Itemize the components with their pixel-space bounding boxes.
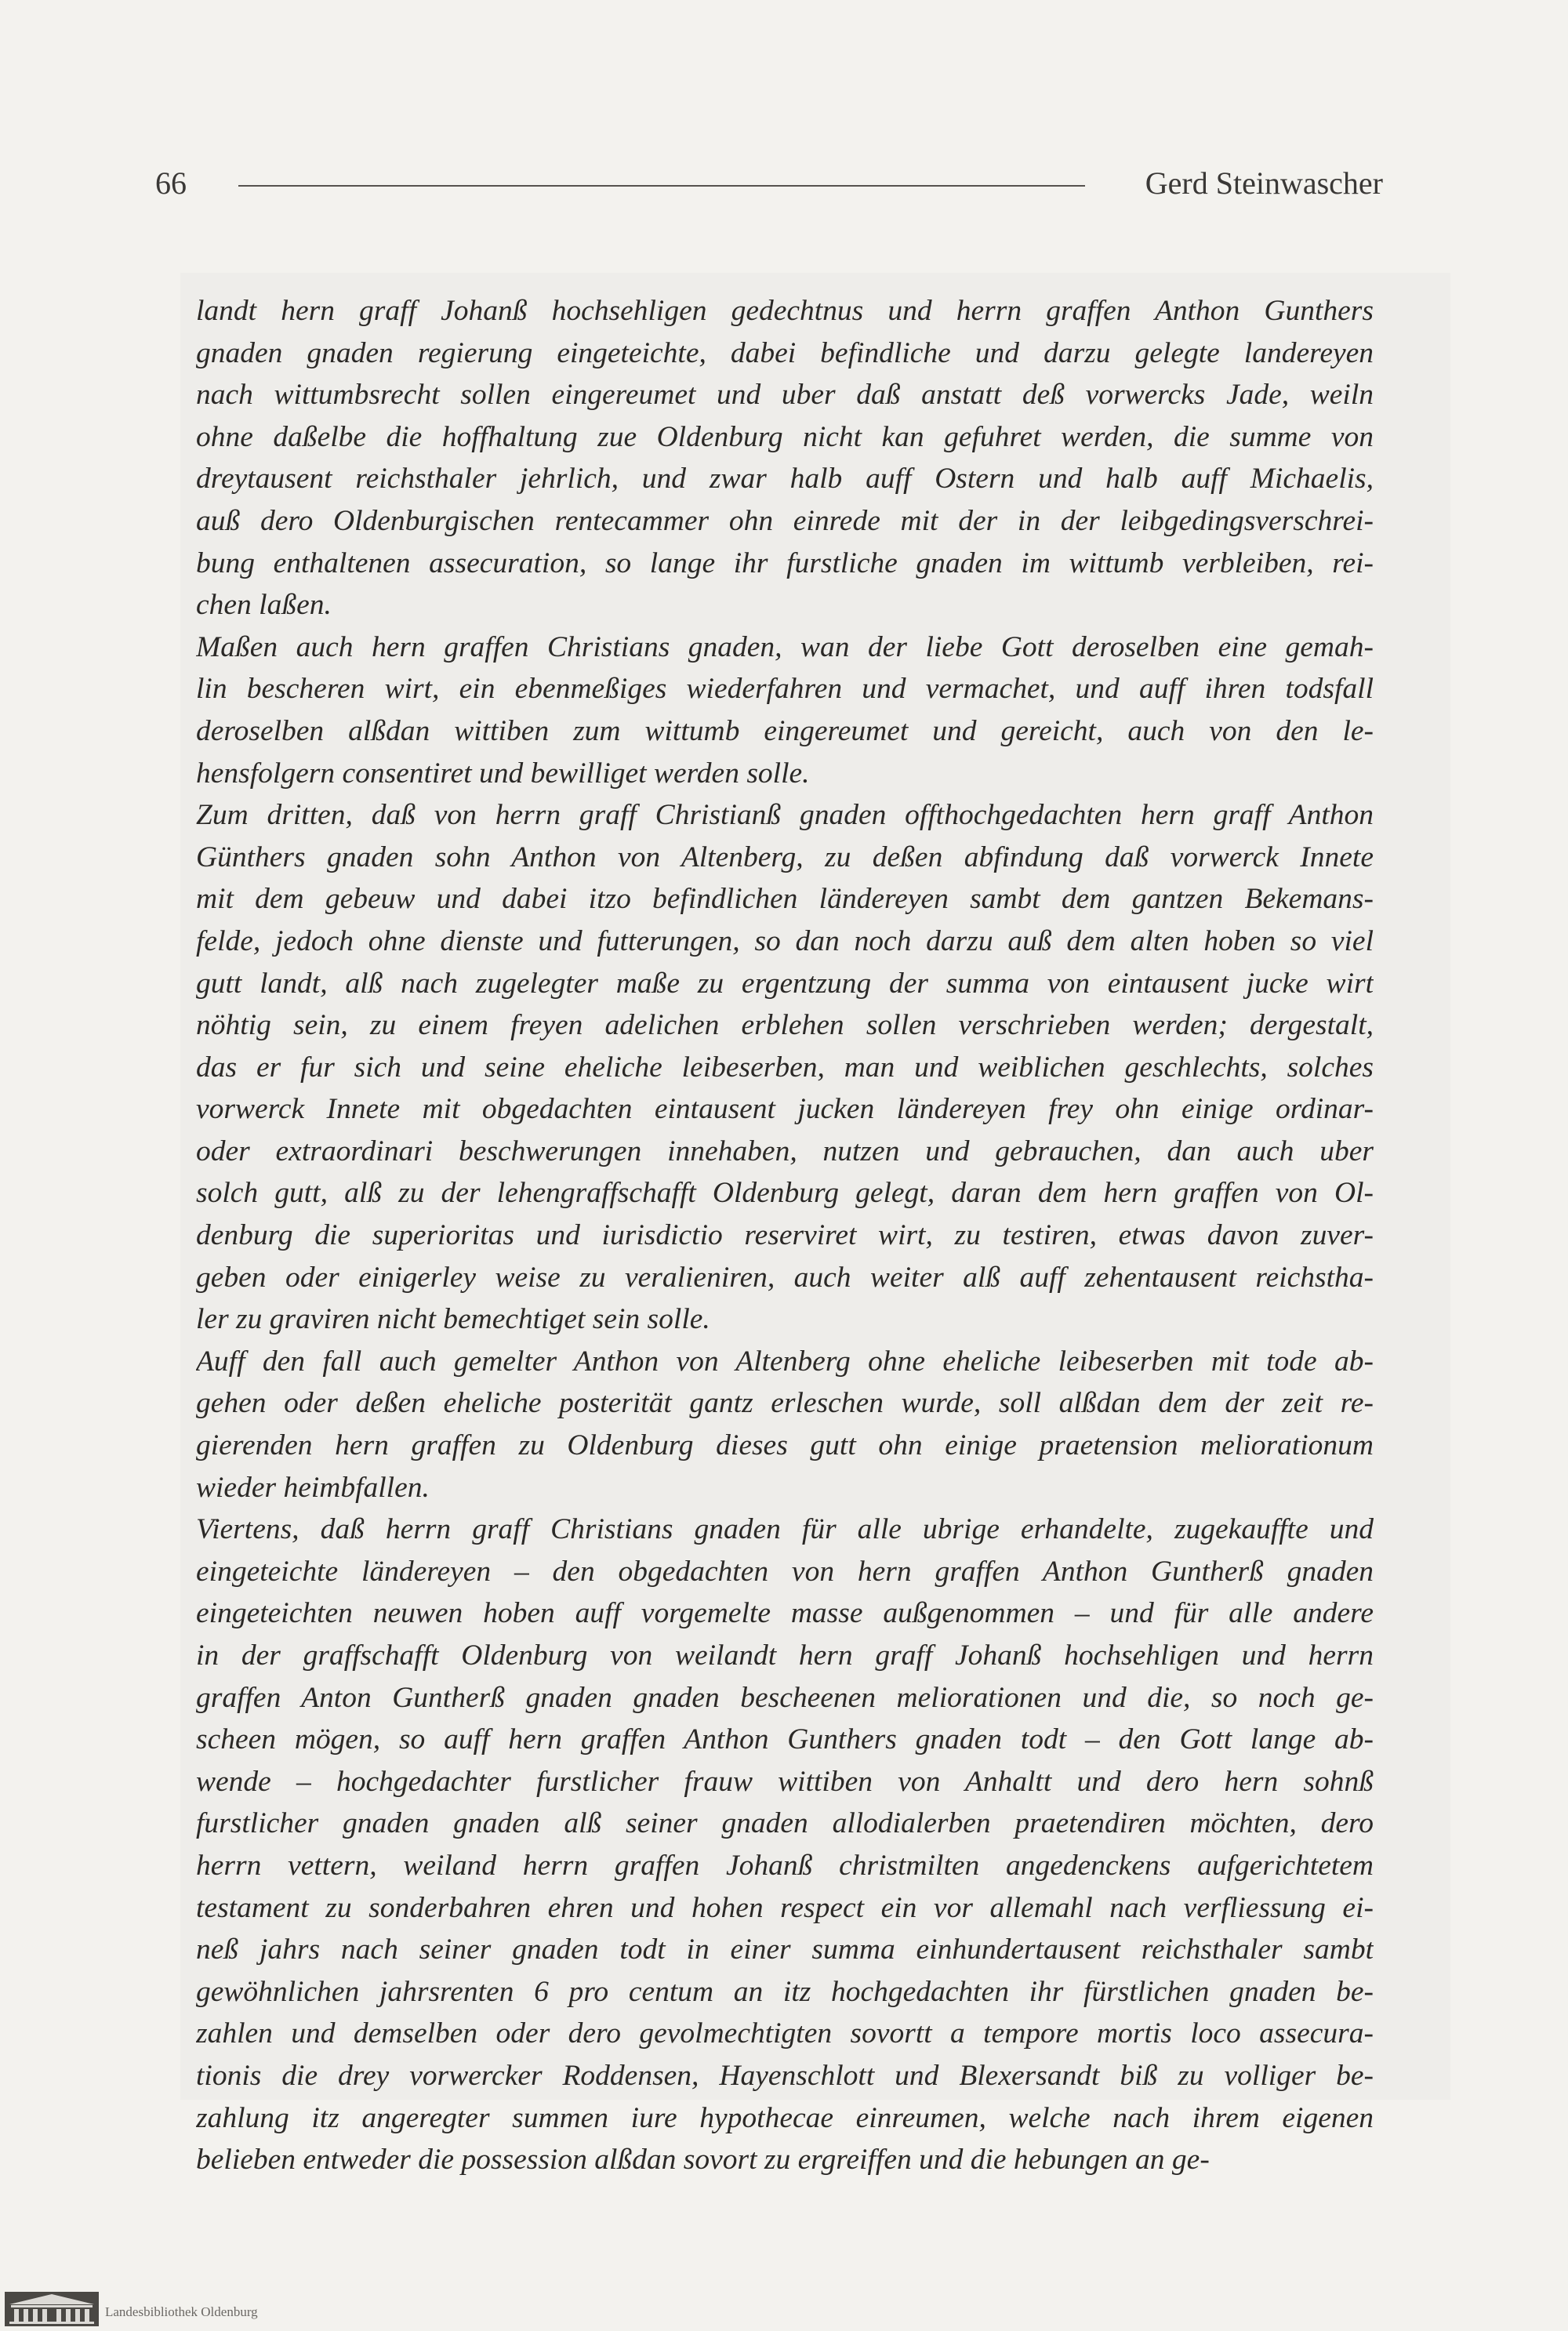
text-line: geben oder einigerley weise zu veralieniren, auch weiter alß auff zehentausent reichstha- [196, 1261, 1374, 1294]
text-line: nach wittumbsrecht sollen eingereumet und uber daß anstatt deß vorwercks Jade, weiln [196, 379, 1374, 412]
text-line: landt hern graff Johanß hochsehligen gedechtnus und herrn graffen Anthon Gunthers [196, 295, 1374, 327]
text-line: neß jahrs nach seiner gnaden todt in einer summa einhundertausent reichsthaler sambt [196, 1933, 1374, 1966]
text-line: graffen Anton Guntherß gnaden gnaden bescheenen meliorationen und die, so noch ge- [196, 1681, 1374, 1714]
text-line: eingeteichte ländereyen – den obgedachten von hern graffen Anthon Guntherß gnaden [196, 1555, 1374, 1588]
text-line: gierenden hern graffen zu Oldenburg dieses gutt ohn einige praetension meliorationum [196, 1429, 1374, 1462]
text-line: oder extraordinari beschwerungen innehaben, nutzen und gebrauchen, dan auch uber [196, 1135, 1374, 1167]
text-line: nöhtig sein, zu einem freyen adelichen erblehen sollen verschrieben werden; dergestalt, [196, 1009, 1374, 1042]
running-header [155, 154, 1383, 209]
text-line: hensfolgern consentiret und bewilliget werden solle. [196, 757, 810, 790]
running-header-author: Gerd Steinwascher [1145, 165, 1383, 201]
library-building-icon [5, 2292, 99, 2326]
text-line: wieder heimbfallen. [196, 1471, 430, 1504]
text-line: lin bescheren wirt, ein ebenmeßiges wiederfahren und vermachet, und auff ihren todsfall [196, 673, 1374, 706]
text-line: denburg die superioritas und iurisdictio reserviret wirt, zu testiren, etwas davon zuver- [196, 1219, 1374, 1252]
text-line: Günthers gnaden sohn Anthon von Altenberg, zu deßen abfindung daß vorwerck Innete [196, 841, 1374, 873]
text-line: wende – hochgedachter furstlicher frauw wittiben von Anhaltt und dero hern sohnß [196, 1765, 1374, 1798]
text-line: Viertens, daß herrn graff Christians gnaden für alle ubrige erhandelte, zugekauffte und [196, 1513, 1374, 1546]
text-line: felde, jedoch ohne dienste und futterungen, so dan noch darzu auß dem alten hoben so viel [196, 924, 1374, 957]
text-line: chen laßen. [196, 589, 332, 622]
text-line: gutt landt, alß nach zugelegter maße zu ergentzung der summa von eintausent jucke wirt [196, 967, 1374, 1000]
text-line: deroselben alßdan wittiben zum wittumb eingereumet und gereicht, auch von den le- [196, 714, 1374, 747]
text-line: auß dero Oldenburgischen rentecammer ohn einrede mit der in der leibgedingsverschrei- [196, 504, 1374, 537]
text-line: belieben entweder die possession alßdan sovort zu ergreiffen und die hebungen an ge- [196, 2144, 1210, 2177]
text-line: gewöhnlichen jahrsrenten 6 pro centum an itz hochgedachten ihr fürstlichen gnaden be- [196, 1975, 1374, 2008]
text-line: vorwerck Innete mit obgedachten eintausent jucken ländereyen frey ohn einige ordinar- [196, 1093, 1374, 1126]
text-line: gehen oder deßen eheliche posterität gantz erleschen wurde, soll alßdan dem der zeit re- [196, 1387, 1374, 1420]
text-line: in der graffschafft Oldenburg von weilandt hern graff Johanß hochsehligen und herrn [196, 1639, 1374, 1672]
text-line: Maßen auch hern graffen Christians gnaden, wan der liebe Gott deroselben eine gemah- [196, 630, 1374, 663]
text-line: scheen mögen, so auff hern graffen Anthon Gunthers gnaden todt – den Gott lange ab- [196, 1723, 1374, 1756]
text-line: zahlung itz angeregter summen iure hypothecae einreumen, welche nach ihrem eigenen [196, 2101, 1374, 2134]
text-line: herrn vettern, weiland herrn graffen Johanß christmilten angedenckens aufgerichtetem [196, 1849, 1374, 1882]
text-line: bung enthaltenen assecuration, so lange ihr furstliche gnaden im wittumb verbleiben, rei- [196, 546, 1374, 579]
text-line: ohne daßelbe die hoffhaltung zue Oldenburg nicht kan gefuhret werden, die summe von [196, 420, 1374, 453]
quoted-document-block [180, 273, 1450, 2177]
text-line: ler zu graviren nicht bemechtiget sein solle. [196, 1303, 710, 1336]
text-line: Auff den fall auch gemelter Anthon von Altenberg ohne eheliche leibeserben mit tode ab- [196, 1345, 1374, 1378]
header-rule [238, 185, 1085, 187]
library-name: Landesbibliothek Oldenburg [105, 2304, 258, 2319]
text-line: Zum dritten, daß von herrn graff Christianß gnaden offthochgedachten hern graff Anthon [196, 799, 1374, 832]
text-line: zahlen und demselben oder dero gevolmechtigten sovortt a tempore mortis loco assecura- [196, 2017, 1374, 2050]
text-line: furstlicher gnaden gnaden alß seiner gnaden allodialerben praetendiren möchten, dero [196, 1807, 1374, 1840]
text-line: solch gutt, alß zu der lehengraffschafft Oldenburg gelegt, daran dem hern graffen von Ol- [196, 1177, 1374, 1210]
text-line: dreytausent reichsthaler jehrlich, und zwar halb auff Ostern und halb auff Michaelis, [196, 463, 1374, 496]
library-footer [0, 2287, 1568, 2331]
text-line: mit dem gebeuw und dabei itzo befindlichen ländereyen sambt dem gantzen Bekemans- [196, 883, 1374, 916]
text-line: testament zu sonderbahren ehren und hohen respect ein vor allemahl nach verfliessung ei- [196, 1891, 1374, 1924]
document-text [196, 290, 1374, 2181]
text-line: das er fur sich und seine eheliche leibeserben, man und weiblichen geschlechts, solches [196, 1051, 1374, 1084]
text-line: eingeteichten neuwen hoben auff vorgemelte masse außgenommen – und für alle andere [196, 1597, 1374, 1630]
page-number: 66 [155, 165, 187, 201]
text-line: tionis die drey vorwercker Roddensen, Hayenschlott und Blexersandt biß zu volliger be- [196, 2059, 1374, 2092]
text-line: gnaden gnaden regierung eingeteichte, dabei befindliche und darzu gelegte landereyen [196, 336, 1374, 369]
